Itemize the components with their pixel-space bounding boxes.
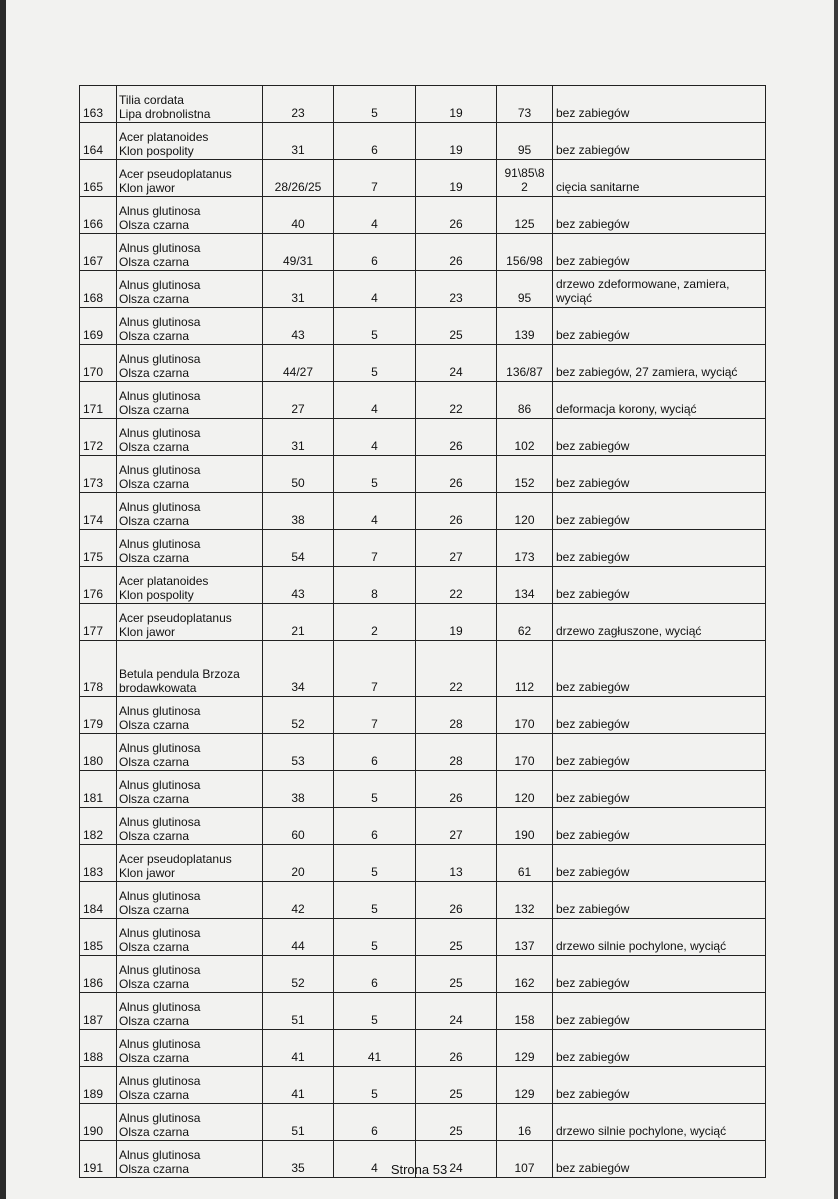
recommendation: bez zabiegów <box>553 567 766 604</box>
table-row <box>80 234 766 271</box>
polish-name: Olsza czarna <box>119 1014 190 1028</box>
table-row <box>80 734 766 771</box>
trunk-circumference: 44 <box>263 919 334 956</box>
latin-name: Alnus glutinosa <box>119 500 201 514</box>
table-row <box>80 197 766 234</box>
height: 22 <box>416 567 497 604</box>
crown-width: 6 <box>334 956 416 993</box>
trunk-circumference: 40 <box>263 197 334 234</box>
recommendation: bez zabiegów <box>553 530 766 567</box>
row-number: 191 <box>80 1141 117 1178</box>
species-cell <box>117 382 263 419</box>
height: 26 <box>416 419 497 456</box>
latin-name: Alnus glutinosa <box>119 1111 201 1125</box>
polish-name: Olsza czarna <box>119 1162 190 1176</box>
recommendation: bez zabiegów <box>553 493 766 530</box>
latin-name: Alnus glutinosa <box>119 778 201 792</box>
latin-name: Alnus glutinosa <box>119 815 201 829</box>
latin-name: Alnus glutinosa <box>119 741 201 755</box>
diameter: 139 <box>497 308 553 345</box>
table-row <box>80 993 766 1030</box>
polish-name: Olsza czarna <box>119 329 190 343</box>
trunk-circumference: 28/26/25 <box>263 160 334 197</box>
polish-name: Klon pospolity <box>119 588 194 602</box>
row-number: 169 <box>80 308 117 345</box>
latin-name: Alnus glutinosa <box>119 389 201 403</box>
polish-name: Klon jawor <box>119 181 176 195</box>
diameter: 132 <box>497 882 553 919</box>
recommendation: drzewo zagłuszone, wyciąć <box>553 604 766 641</box>
diameter: 16 <box>497 1104 553 1141</box>
latin-name: Alnus glutinosa <box>119 278 201 292</box>
species-cell <box>117 845 263 882</box>
recommendation: bez zabiegów <box>553 308 766 345</box>
crown-width: 4 <box>334 419 416 456</box>
row-number: 168 <box>80 271 117 308</box>
row-number: 167 <box>80 234 117 271</box>
recommendation: bez zabiegów <box>553 641 766 697</box>
latin-name: Alnus glutinosa <box>119 426 201 440</box>
table-row <box>80 1067 766 1104</box>
latin-name: Alnus glutinosa <box>119 704 201 718</box>
crown-width: 7 <box>334 697 416 734</box>
row-number: 185 <box>80 919 117 956</box>
latin-name: Alnus glutinosa <box>119 963 201 977</box>
diameter: 129 <box>497 1067 553 1104</box>
trunk-circumference: 38 <box>263 493 334 530</box>
diameter: 158 <box>497 993 553 1030</box>
row-number: 171 <box>80 382 117 419</box>
species-cell <box>117 771 263 808</box>
recommendation: drzewo silnie pochylone, wyciąć <box>553 1104 766 1141</box>
crown-width: 4 <box>334 1141 416 1178</box>
crown-width: 7 <box>334 160 416 197</box>
tree-inventory-table <box>79 85 766 1178</box>
height: 26 <box>416 234 497 271</box>
row-number: 182 <box>80 808 117 845</box>
height: 26 <box>416 197 497 234</box>
species-cell <box>117 123 263 160</box>
recommendation: drzewo zdeformowane, zamiera, wyciąć <box>553 271 766 308</box>
row-number: 179 <box>80 697 117 734</box>
crown-width: 2 <box>334 604 416 641</box>
page-number: Strona 53 <box>390 1162 448 1177</box>
species-cell <box>117 734 263 771</box>
crown-width: 5 <box>334 345 416 382</box>
species-cell <box>117 493 263 530</box>
polish-name: Olsza czarna <box>119 292 190 306</box>
species-cell <box>117 530 263 567</box>
table-body <box>80 86 766 1178</box>
trunk-circumference: 31 <box>263 419 334 456</box>
diameter: 190 <box>497 808 553 845</box>
row-number: 183 <box>80 845 117 882</box>
crown-width: 6 <box>334 734 416 771</box>
height: 25 <box>416 956 497 993</box>
table-row <box>80 308 766 345</box>
latin-name: Alnus glutinosa <box>119 1000 201 1014</box>
diameter: 91\85\8 2 <box>497 160 553 197</box>
row-number: 184 <box>80 882 117 919</box>
species-cell <box>117 1030 263 1067</box>
latin-name: Alnus glutinosa <box>119 463 201 477</box>
diameter: 170 <box>497 697 553 734</box>
latin-name: Acer pseudoplatanus <box>119 852 232 866</box>
polish-name: Olsza czarna <box>119 1051 190 1065</box>
latin-name: Alnus glutinosa <box>119 241 201 255</box>
diameter: 134 <box>497 567 553 604</box>
polish-name: Olsza czarna <box>119 755 190 769</box>
trunk-circumference: 51 <box>263 993 334 1030</box>
latin-name: Alnus glutinosa <box>119 1074 201 1088</box>
trunk-circumference: 21 <box>263 604 334 641</box>
crown-width: 5 <box>334 771 416 808</box>
height: 27 <box>416 530 497 567</box>
recommendation: bez zabiegów <box>553 234 766 271</box>
height: 19 <box>416 160 497 197</box>
recommendation: bez zabiegów <box>553 1030 766 1067</box>
diameter: 120 <box>497 493 553 530</box>
height: 28 <box>416 734 497 771</box>
height: 22 <box>416 641 497 697</box>
latin-name: Acer platanoides <box>119 130 209 144</box>
polish-name: Lipa drobnolistna <box>119 107 211 121</box>
crown-width: 4 <box>334 197 416 234</box>
table-row <box>80 604 766 641</box>
table-row <box>80 123 766 160</box>
row-number: 187 <box>80 993 117 1030</box>
table-row <box>80 956 766 993</box>
trunk-circumference: 35 <box>263 1141 334 1178</box>
latin-name: Alnus glutinosa <box>119 1148 201 1162</box>
species-cell <box>117 308 263 345</box>
trunk-circumference: 60 <box>263 808 334 845</box>
row-number: 170 <box>80 345 117 382</box>
diameter: 120 <box>497 771 553 808</box>
diameter: 95 <box>497 271 553 308</box>
species-cell <box>117 234 263 271</box>
table-row <box>80 271 766 308</box>
recommendation: bez zabiegów <box>553 86 766 123</box>
diameter: 86 <box>497 382 553 419</box>
crown-width: 5 <box>334 919 416 956</box>
trunk-circumference: 31 <box>263 123 334 160</box>
trunk-circumference: 43 <box>263 567 334 604</box>
recommendation: bez zabiegów <box>553 808 766 845</box>
diameter: 152 <box>497 456 553 493</box>
polish-name: Olsza czarna <box>119 829 190 843</box>
species-cell <box>117 271 263 308</box>
diameter: 112 <box>497 641 553 697</box>
recommendation: bez zabiegów <box>553 771 766 808</box>
row-number: 189 <box>80 1067 117 1104</box>
height: 24 <box>416 993 497 1030</box>
trunk-circumference: 27 <box>263 382 334 419</box>
recommendation: bez zabiegów <box>553 956 766 993</box>
latin-name: Acer platanoides <box>119 574 209 588</box>
diameter: 170 <box>497 734 553 771</box>
scan-edge-left <box>0 0 6 1199</box>
diameter: 156/98 <box>497 234 553 271</box>
table-row <box>80 419 766 456</box>
row-number: 166 <box>80 197 117 234</box>
table-row <box>80 567 766 604</box>
diameter: 107 <box>497 1141 553 1178</box>
polish-name: Olsza czarna <box>119 366 190 380</box>
recommendation: drzewo silnie pochylone, wyciąć <box>553 919 766 956</box>
polish-name: brodawkowata <box>119 681 197 695</box>
trunk-circumference: 44/27 <box>263 345 334 382</box>
trunk-circumference: 43 <box>263 308 334 345</box>
row-number: 176 <box>80 567 117 604</box>
latin-name: Alnus glutinosa <box>119 889 201 903</box>
height: 26 <box>416 1030 497 1067</box>
crown-width: 4 <box>334 493 416 530</box>
crown-width: 7 <box>334 530 416 567</box>
trunk-circumference: 23 <box>263 86 334 123</box>
row-number: 177 <box>80 604 117 641</box>
row-number: 164 <box>80 123 117 160</box>
species-cell <box>117 641 263 697</box>
row-number: 174 <box>80 493 117 530</box>
trunk-circumference: 34 <box>263 641 334 697</box>
polish-name: Olsza czarna <box>119 477 190 491</box>
table-row <box>80 919 766 956</box>
species-cell <box>117 882 263 919</box>
diameter: 102 <box>497 419 553 456</box>
recommendation: bez zabiegów <box>553 456 766 493</box>
table-row <box>80 845 766 882</box>
crown-width: 5 <box>334 882 416 919</box>
polish-name: Olsza czarna <box>119 940 190 954</box>
species-cell <box>117 956 263 993</box>
height: 23 <box>416 271 497 308</box>
latin-name: Alnus glutinosa <box>119 352 201 366</box>
height: 25 <box>416 308 497 345</box>
crown-width: 6 <box>334 1104 416 1141</box>
latin-name: Acer pseudoplatanus <box>119 167 232 181</box>
height: 27 <box>416 808 497 845</box>
species-cell <box>117 419 263 456</box>
crown-width: 6 <box>334 808 416 845</box>
row-number: 165 <box>80 160 117 197</box>
polish-name: Olsza czarna <box>119 440 190 454</box>
polish-name: Klon jawor <box>119 866 176 880</box>
polish-name: Olsza czarna <box>119 255 190 269</box>
height: 26 <box>416 456 497 493</box>
trunk-circumference: 51 <box>263 1104 334 1141</box>
polish-name: Klon jawor <box>119 625 176 639</box>
row-number: 186 <box>80 956 117 993</box>
row-number: 172 <box>80 419 117 456</box>
crown-width: 5 <box>334 845 416 882</box>
table-row <box>80 641 766 697</box>
recommendation: bez zabiegów <box>553 419 766 456</box>
row-number: 188 <box>80 1030 117 1067</box>
species-cell <box>117 1067 263 1104</box>
polish-name: Olsza czarna <box>119 792 190 806</box>
latin-name: Tilia cordata <box>119 93 184 107</box>
species-cell <box>117 197 263 234</box>
table-row <box>80 771 766 808</box>
height: 26 <box>416 771 497 808</box>
recommendation: bez zabiegów <box>553 734 766 771</box>
crown-width: 5 <box>334 308 416 345</box>
trunk-circumference: 20 <box>263 845 334 882</box>
polish-name: Olsza czarna <box>119 1088 190 1102</box>
species-cell <box>117 604 263 641</box>
trunk-circumference: 50 <box>263 456 334 493</box>
crown-width: 8 <box>334 567 416 604</box>
recommendation: bez zabiegów <box>553 1141 766 1178</box>
table-row <box>80 160 766 197</box>
row-number: 190 <box>80 1104 117 1141</box>
polish-name: Olsza czarna <box>119 903 190 917</box>
latin-name: Alnus glutinosa <box>119 1037 201 1051</box>
species-cell <box>117 919 263 956</box>
recommendation: bez zabiegów <box>553 993 766 1030</box>
trunk-circumference: 52 <box>263 697 334 734</box>
latin-name: Alnus glutinosa <box>119 537 201 551</box>
table-row <box>80 86 766 123</box>
diameter: 129 <box>497 1030 553 1067</box>
recommendation: deformacja korony, wyciąć <box>553 382 766 419</box>
polish-name: Klon pospolity <box>119 144 194 158</box>
crown-width: 6 <box>334 234 416 271</box>
species-cell <box>117 993 263 1030</box>
diameter: 173 <box>497 530 553 567</box>
height: 13 <box>416 845 497 882</box>
polish-name: Olsza czarna <box>119 1125 190 1139</box>
latin-name: Acer pseudoplatanus <box>119 611 232 625</box>
polish-name: Olsza czarna <box>119 514 190 528</box>
row-number: 173 <box>80 456 117 493</box>
polish-name: Olsza czarna <box>119 977 190 991</box>
table-row <box>80 1104 766 1141</box>
diameter: 61 <box>497 845 553 882</box>
species-cell <box>117 345 263 382</box>
diameter: 95 <box>497 123 553 160</box>
polish-name: Olsza czarna <box>119 551 190 565</box>
species-cell <box>117 808 263 845</box>
crown-width: 5 <box>334 1067 416 1104</box>
diameter: 137 <box>497 919 553 956</box>
species-cell <box>117 160 263 197</box>
crown-width: 6 <box>334 123 416 160</box>
crown-width: 7 <box>334 641 416 697</box>
trunk-circumference: 49/31 <box>263 234 334 271</box>
latin-name: Betula pendula Brzoza <box>119 667 240 681</box>
table-row <box>80 493 766 530</box>
species-cell <box>117 697 263 734</box>
recommendation: bez zabiegów, 27 zamiera, wyciąć <box>553 345 766 382</box>
trunk-circumference: 31 <box>263 271 334 308</box>
trunk-circumference: 52 <box>263 956 334 993</box>
table-row <box>80 530 766 567</box>
crown-width: 4 <box>334 382 416 419</box>
row-number: 181 <box>80 771 117 808</box>
species-cell <box>117 567 263 604</box>
table-row <box>80 1030 766 1067</box>
row-number: 178 <box>80 641 117 697</box>
table-row <box>80 808 766 845</box>
table-row <box>80 345 766 382</box>
height: 24 <box>416 345 497 382</box>
height: 25 <box>416 919 497 956</box>
latin-name: Alnus glutinosa <box>119 204 201 218</box>
height: 19 <box>416 123 497 160</box>
recommendation: bez zabiegów <box>553 882 766 919</box>
trunk-circumference: 41 <box>263 1067 334 1104</box>
scan-edge-right <box>834 0 838 1199</box>
crown-width: 5 <box>334 86 416 123</box>
crown-width: 5 <box>334 993 416 1030</box>
diameter: 162 <box>497 956 553 993</box>
polish-name: Olsza czarna <box>119 718 190 732</box>
recommendation: bez zabiegów <box>553 197 766 234</box>
height: 28 <box>416 697 497 734</box>
trunk-circumference: 54 <box>263 530 334 567</box>
table-row <box>80 382 766 419</box>
trunk-circumference: 38 <box>263 771 334 808</box>
species-cell <box>117 456 263 493</box>
table-row <box>80 697 766 734</box>
crown-width: 5 <box>334 456 416 493</box>
recommendation: bez zabiegów <box>553 1067 766 1104</box>
diameter: 62 <box>497 604 553 641</box>
height: 22 <box>416 382 497 419</box>
height: 26 <box>416 882 497 919</box>
row-number: 175 <box>80 530 117 567</box>
row-number: 180 <box>80 734 117 771</box>
recommendation: cięcia sanitarne <box>553 160 766 197</box>
diameter: 125 <box>497 197 553 234</box>
table-row <box>80 882 766 919</box>
height: 19 <box>416 604 497 641</box>
polish-name: Olsza czarna <box>119 218 190 232</box>
crown-width: 4 <box>334 271 416 308</box>
height: 26 <box>416 493 497 530</box>
trunk-circumference: 41 <box>263 1030 334 1067</box>
height: 25 <box>416 1067 497 1104</box>
latin-name: Alnus glutinosa <box>119 315 201 329</box>
height: 24 <box>416 1141 497 1178</box>
species-cell <box>117 1104 263 1141</box>
species-cell <box>117 86 263 123</box>
polish-name: Olsza czarna <box>119 403 190 417</box>
trunk-circumference: 53 <box>263 734 334 771</box>
recommendation: bez zabiegów <box>553 123 766 160</box>
trunk-circumference: 42 <box>263 882 334 919</box>
diameter: 136/87 <box>497 345 553 382</box>
height: 25 <box>416 1104 497 1141</box>
diameter: 73 <box>497 86 553 123</box>
table-row <box>80 456 766 493</box>
recommendation: bez zabiegów <box>553 697 766 734</box>
recommendation: bez zabiegów <box>553 845 766 882</box>
crown-width: 41 <box>334 1030 416 1067</box>
latin-name: Alnus glutinosa <box>119 926 201 940</box>
row-number: 163 <box>80 86 117 123</box>
height: 19 <box>416 86 497 123</box>
